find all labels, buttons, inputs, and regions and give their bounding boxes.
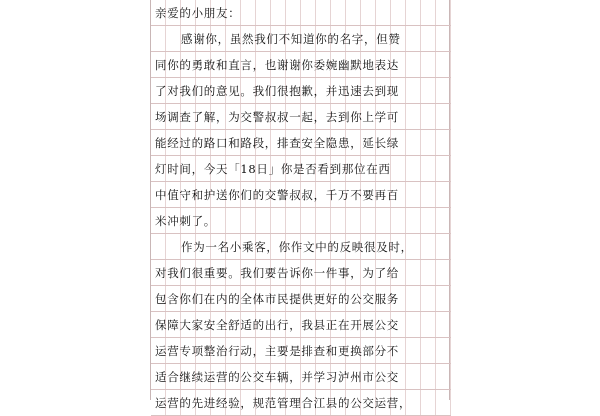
- letter-line: [151, 312, 451, 338]
- letter-text-line: 同你的勇敢和直言，也谢谢你委婉幽默地表达: [155, 57, 399, 72]
- letter-line: [151, 182, 451, 208]
- letter-text-line: 了对我们的意见。我们很抱歉，并迅速去到现: [155, 83, 399, 98]
- letter-text-line: 灯时间，今天「18日」你是否看到那位在西: [155, 161, 391, 176]
- letter-line: [151, 208, 451, 234]
- letter-line: [151, 234, 451, 260]
- letter-line: [151, 286, 451, 312]
- letter-greeting: 亲爱的小朋友：: [155, 5, 241, 20]
- letter-line: [151, 52, 451, 78]
- letter-line: [151, 0, 451, 26]
- letter-line: [151, 390, 451, 416]
- letter-text-line: 对我们很重要。我们要告诉你一件事，为了给: [155, 265, 399, 280]
- letter-line: [151, 104, 451, 130]
- letter-text-line: 感谢你，虽然我们不知道你的名字，但赞: [181, 31, 401, 46]
- letter-line: [151, 156, 451, 182]
- letter-text-line: 适合继续运营的公交车辆，并学习泸州市公交: [155, 369, 399, 384]
- letter-text-line: 米冲刺了。: [155, 213, 216, 228]
- letter-line: [151, 130, 451, 156]
- letter-text-line: 包含你们在内的全体市民提供更好的公交服务: [155, 291, 399, 306]
- letter-text-line: 中值守和护送你们的交警叔叔，千万不要再百: [155, 187, 399, 202]
- letter-line: [151, 78, 451, 104]
- letter-line: [151, 338, 451, 364]
- letter-text-line: 能经过的路口和路段，排查安全隐患，延长绿: [155, 135, 399, 150]
- letter-text-line: 场调查了解，为交警叔叔一起，去到你上学可: [155, 109, 399, 124]
- letter-line: [151, 364, 451, 390]
- letter-text-line: 作为一名小乘客，你作文中的反映很及时，: [181, 239, 413, 254]
- letter-line: [151, 260, 451, 286]
- letter-text-line: 运营的先进经验，规范管理合江县的公交运营，: [155, 395, 412, 410]
- letter-text-line: 运营专项整治行动，主要是排查和更换部分不: [155, 343, 399, 358]
- letter-line: [151, 26, 451, 52]
- letter-text-line: 保障大家安全舒适的出行，我县正在开展公交: [155, 317, 399, 332]
- grid-letter-sheet: [150, 0, 450, 410]
